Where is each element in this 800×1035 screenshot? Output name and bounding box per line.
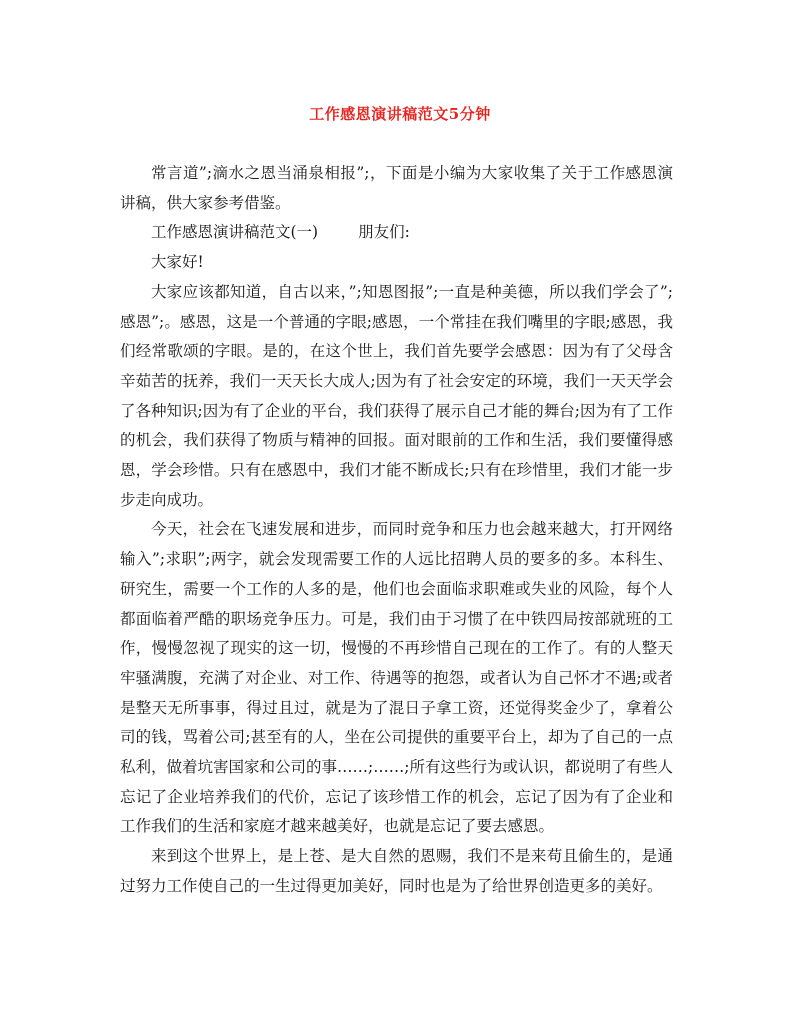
body-paragraph: 今天，社会在飞速发展和进步，而同时竞争和压力也会越来越大，打开网络输入”;求职”;两字，就会发现需要工作的人远比招聘人员的要多的多。本科生、研究生，需要一个工作的人多的是，他们也会面临求职难或失业的风险，每个人都面临着严酷的职场竞争压力。可是，我们由于习惯了在中铁四局按部就班的工作，慢慢忽视了现实的这一切，慢慢的不再珍惜自己现在的工作了。有的人整天牢骚满腹，充满了对企业、对工作、待遇等的抱怨，或者认为自己怀才不遇;或者是整天无所事事，得过且过，就是为了混日子拿工资，还觉得奖金少了，拿着公司的钱，骂着公司;甚至有的人，坐在公司提供的重要平台上，却为了自己的一点私利，做着坑害国家和公司的事……;……;所有这些行为或认识，都说明了有些人忘记了企业培养我们的代价，忘记了该珍惜工作的机会，忘记了因为有了企业和工作我们的生活和家庭才越来越美好，也就是忘记了要去感恩。	[120, 520, 673, 836]
intro-paragraph: 常言道”;滴水之恩当涌泉相报”;，下面是小编为大家收集了关于工作感恩演讲稿，供大家参考借鉴。	[120, 164, 673, 212]
body-paragraph: 来到这个世界上，是上苍、是大自然的恩赐，我们不是来苟且偷生的，是通过努力工作使自己的一生过得更加美好，同时也是为了给世界创造更多的美好。	[120, 847, 673, 895]
salutation: 朋友们:	[358, 223, 410, 242]
document-title: 工作感恩演讲稿范文5分钟	[309, 105, 491, 123]
greeting-paragraph: 大家好!	[151, 253, 204, 272]
speech-heading: 工作感恩演讲稿范文(一)	[151, 223, 319, 242]
speech-heading-line	[120, 218, 673, 248]
body-paragraph: 大家应该都知道，自古以来，”;知恩图报”;一直是种美德，所以我们学会了”;感恩”;。感恩，这是一个普通的字眼;感恩，一个常挂在我们嘴里的字眼;感恩，我们经常歌颂的字眼。是的，在这个世上，我们首先要学会感恩：因为有了父母含辛茹苦的抚养，我们一天天长大成人;因为有了社会安定的环境，我们一天天学会了各种知识;因为有了企业的平台，我们获得了展示自己才能的舞台;因为有了工作的机会，我们获得了物质与精神的回报。面对眼前的工作和生活，我们要懂得感恩，学会珍惜。只有在感恩中，我们才能不断成长;只有在珍惜里，我们才能一步步走向成功。	[120, 282, 673, 509]
document-body	[120, 159, 673, 902]
